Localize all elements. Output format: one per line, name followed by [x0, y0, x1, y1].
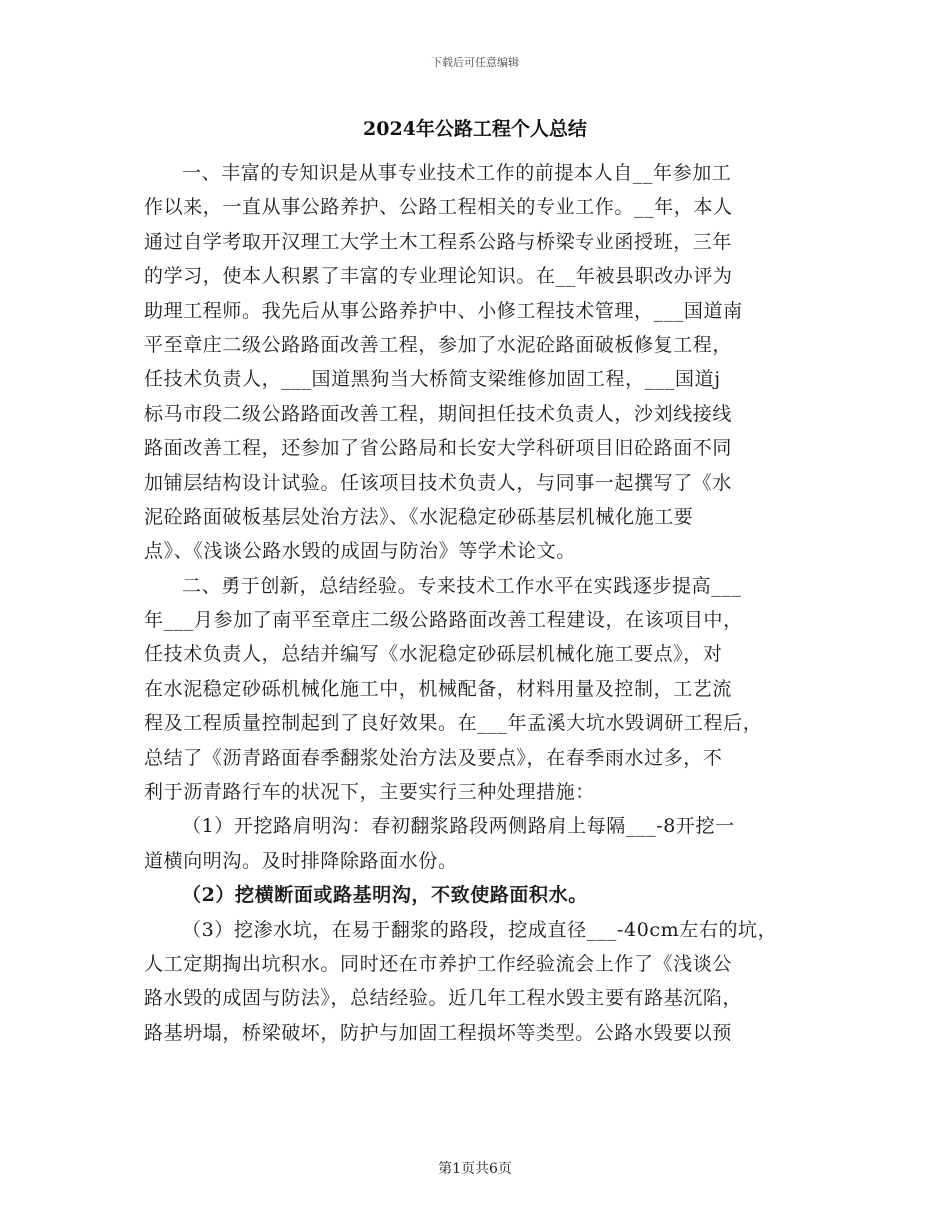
body-line: 任技术负责人，___国道黑狗当大桥简支梁维修加固工程，___国道j [144, 368, 721, 391]
body-line: 程及工程质量控制起到了良好效果。在___年孟溪大坑水毁调研工程后， [144, 712, 763, 735]
body-line: 标马市段二级公路路面改善工程，期间担任技术负责人，沙刘线接线 [144, 402, 733, 425]
body-line: 泥砼路面破板基层处治方法》、《水泥稳定砂砾基层机械化施工要 [144, 505, 694, 528]
body-line: 点》、《浅谈公路水毁的成固与防治》等学术论文。 [144, 540, 576, 563]
document-body [144, 156, 824, 1050]
body-line: 任技术负责人，总结并编写《水泥稳定砂砾层机械化施工要点》，对 [144, 643, 723, 666]
body-line: 通过自学考取开汉理工大学土木工程系公路与桥梁专业函授班，三年 [144, 230, 733, 253]
body-line: 路面改善工程，还参加了省公路局和长安大学科研项目旧砼路面不同 [144, 437, 733, 460]
body-line: 利于沥青路行车的状况下，主要实行三种处理措施： [144, 781, 595, 804]
document-title: 2024年公路工程个人总结 [363, 118, 587, 140]
body-line: 平至章庄二级公路路面改善工程，参加了水泥砼路面破板修复工程， [144, 333, 733, 356]
page-number: 第1页共6页 [438, 1161, 512, 1177]
body-line-bold: （2）挖横断面或路基明沟，不致使路面积水。 [182, 884, 588, 907]
body-line: 人工定期掏出坑积水。同时还在市养护工作经验流会上作了《浅谈公 [144, 952, 733, 975]
body-line: 道横向明沟。及时排降除路面水份。 [144, 849, 458, 872]
body-line: 路水毁的成固与防法》，总结经验。近几年工程水毁主要有路基沉陷， [144, 987, 743, 1010]
body-line: 在水泥稳定砂砾机械化施工中，机械配备，材料用量及控制，工艺流 [144, 677, 733, 700]
body-line: 一、丰富的专知识是从事专业技术工作的前提本人自__年参加工 [182, 162, 732, 184]
body-line: 助理工程师。我先后从事公路养护中、小修工程技术管理，___国道南 [144, 299, 743, 322]
body-line: 总结了《沥青路面春季翻浆处治方法及要点》，在春季雨水过多，不 [144, 746, 723, 769]
body-line: 加铺层结构设计试验。任该项目技术负责人，与同事一起撰写了《水 [144, 471, 733, 494]
body-line: 作以来，一直从事公路养护、公路工程相关的专业工作。__年，本人 [144, 196, 733, 219]
body-line: （1）开挖路肩明沟：春初翻浆路段两侧路肩上每隔___-8开挖一 [182, 815, 735, 838]
download-editable-note: 下载后可任意编辑 [431, 56, 519, 69]
body-line: （3）挖渗水坑，在易于翻浆的路段，挖成直径___-40cm左右的坑， [182, 918, 778, 941]
body-line: 二、勇于创新，总结经验。专来技术工作水平在实践逐步提高___ [182, 574, 742, 597]
body-line: 的学习，使本人积累了丰富的专业理论知识。在__年被县职改办评为 [144, 265, 733, 288]
body-line: 路基坍塌，桥梁破坏，防护与加固工程损坏等类型。公路水毁要以预 [144, 1021, 733, 1044]
body-line: 年___月参加了南平至章庄二级公路路面改善工程建设，在该项目中， [144, 609, 743, 632]
